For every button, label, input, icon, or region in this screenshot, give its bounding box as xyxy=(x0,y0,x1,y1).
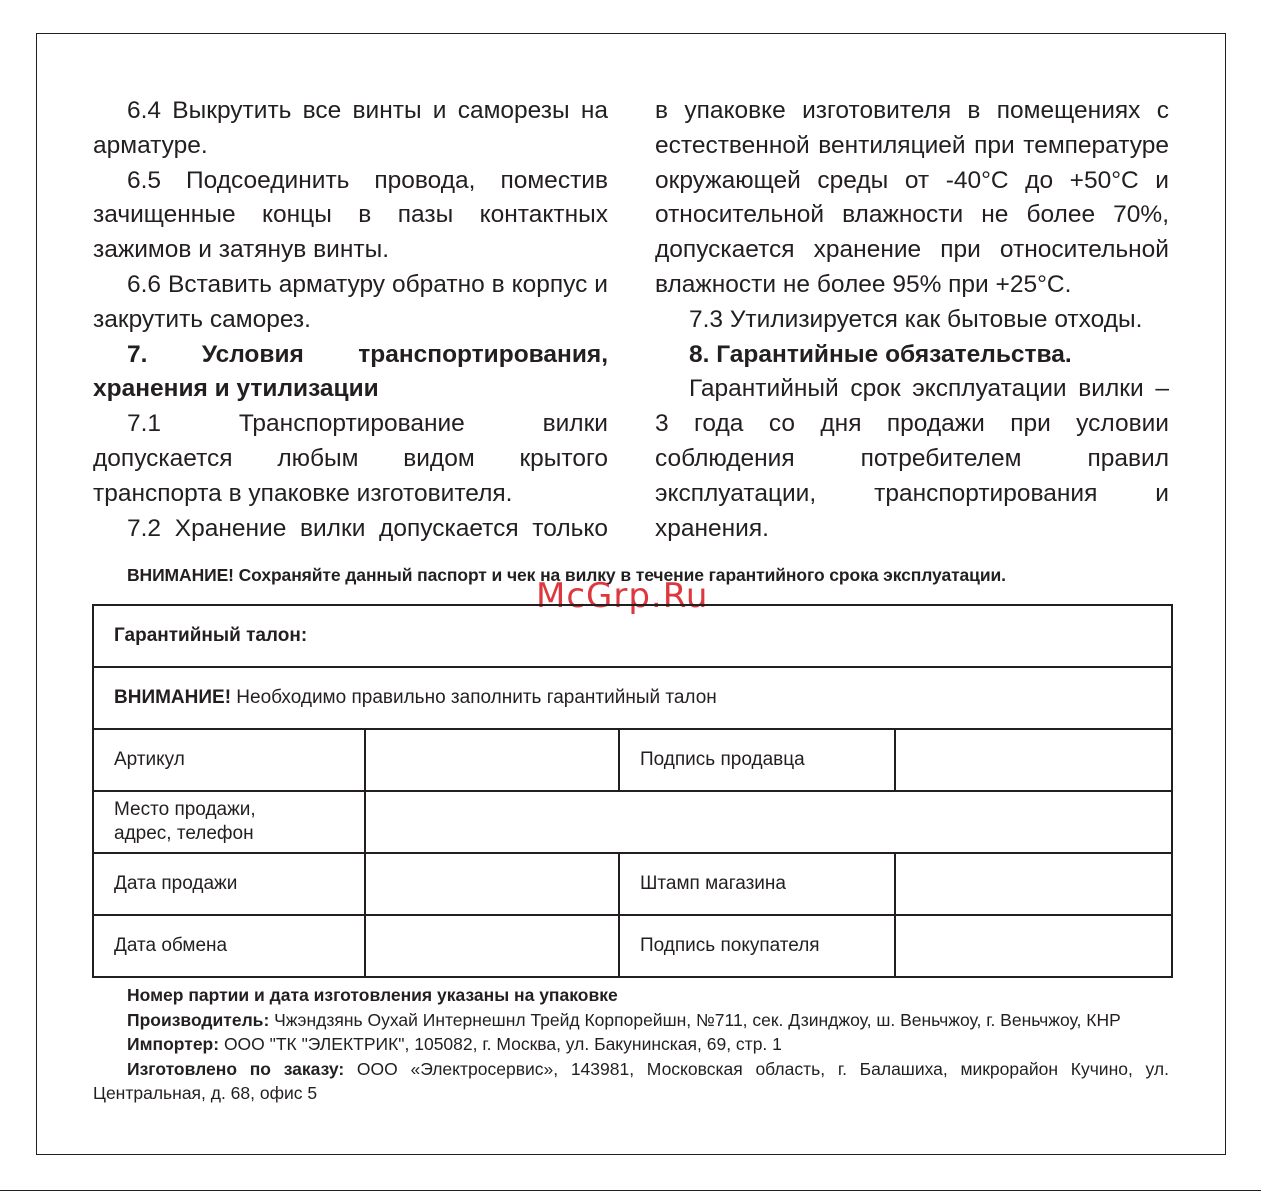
article-label: Артикул xyxy=(93,729,365,791)
manufacturer-label: Производитель: xyxy=(127,1009,270,1030)
warranty-card-attention xyxy=(93,667,1172,729)
sale-place-field[interactable] xyxy=(365,791,1172,853)
buyer-signature-field[interactable] xyxy=(895,915,1172,977)
table-row xyxy=(93,853,1172,915)
sale-place-label-line1: Место продажи, xyxy=(114,799,256,820)
exchange-date-field[interactable] xyxy=(365,915,619,977)
attention-label: ВНИМАНИЕ! xyxy=(114,687,232,708)
exchange-date-label: Дата обмена xyxy=(93,915,365,977)
bottom-rule xyxy=(0,1190,1261,1191)
manufacturer-info xyxy=(93,1008,1169,1033)
buyer-signature-label: Подпись покупателя xyxy=(619,915,895,977)
right-column xyxy=(655,94,1169,546)
sale-place-label xyxy=(93,791,365,853)
sale-place-label-line2: адрес, телефон xyxy=(114,823,254,844)
table-row xyxy=(93,791,1172,853)
section-6-4: 6.4 Выкрутить все винты и саморезы на арматуре. xyxy=(93,97,608,159)
table-row xyxy=(93,605,1172,667)
ordered-by-label: Изготовлено по заказу: xyxy=(127,1058,345,1079)
article-field[interactable] xyxy=(365,729,619,791)
manufacturer-text: Чжэндзянь Оухай Интернешнл Трейд Корпорейшн, №711, сек. Дзинджоу, ш. Веньчжоу, г. Веньчжоу, КНР xyxy=(269,1009,1121,1030)
left-column xyxy=(93,94,608,546)
section-7-3: 7.3 Утилизируется как бытовые отходы. xyxy=(689,305,1143,333)
section-6-5: 6.5 Подсоединить провода, поместив зачищенные концы в пазы контактных зажимов и затянув винты. xyxy=(93,166,608,264)
sale-date-field[interactable] xyxy=(365,853,619,915)
watermark: McGrp.Ru xyxy=(536,576,709,616)
section-7-2-start: 7.2 Хранение вилки допускается только xyxy=(127,514,608,542)
ordered-by-text: ООО «Электросервис», 143981, Московская область, г. Балашиха, микрорайон Кучино, ул. Центральная, д. 68, офис 5 xyxy=(93,1058,1169,1104)
table-row xyxy=(93,729,1172,791)
warranty-card-title: Гарантийный талон: xyxy=(93,605,1172,667)
heading-section-7: 7. Условия транспортирования, хранения и утилизации xyxy=(93,340,608,403)
sale-date-label: Дата продажи xyxy=(93,853,365,915)
seller-signature-field[interactable] xyxy=(895,729,1172,791)
section-8-text: Гарантийный срок эксплуатации вилки – 3 года со дня продажи при условии соблюдения потребителем правил эксплуатации, транспортирования и хранения. xyxy=(655,375,1169,542)
batch-info: Номер партии и дата изготовления указаны на упаковке xyxy=(127,985,618,1005)
section-6-6: 6.6 Вставить арматуру обратно в корпус и закрутить саморез. xyxy=(93,270,608,333)
footer-info xyxy=(93,983,1169,1106)
attention-text: Необходимо правильно заполнить гарантийный талон xyxy=(231,687,717,708)
seller-signature-label: Подпись продавца xyxy=(619,729,895,791)
section-7-2-continued: в упаковке изготовителя в помещениях с естественной вентиляцией при температуре окружающей среды от -40°С до +50°С и относительной влажности не более 70%, допускается хранение при относительной влажности не более 95% при +25°С. xyxy=(655,97,1169,298)
shop-stamp-label: Штамп магазина xyxy=(619,853,895,915)
warranty-card-table xyxy=(92,604,1173,978)
shop-stamp-field[interactable] xyxy=(895,853,1172,915)
table-row xyxy=(93,915,1172,977)
importer-label: Импортер: xyxy=(127,1034,220,1055)
heading-section-8: 8. Гарантийные обязательства. xyxy=(689,340,1072,368)
importer-info xyxy=(93,1032,1169,1057)
attention-note: ВНИМАНИЕ! Сохраняйте данный паспорт и чек на вилку в течение гарантийного срока эксплуатации. xyxy=(127,565,1006,585)
section-7-1: 7.1 Транспортирование вилки допускается любым видом крытого транспорта в упаковке изготовителя. xyxy=(93,410,608,507)
importer-text: ООО "ТК "ЭЛЕКТРИК", 105082, г. Москва, ул. Бакунинская, 69, стр. 1 xyxy=(219,1034,782,1055)
ordered-by-info xyxy=(93,1057,1169,1106)
table-row xyxy=(93,667,1172,729)
